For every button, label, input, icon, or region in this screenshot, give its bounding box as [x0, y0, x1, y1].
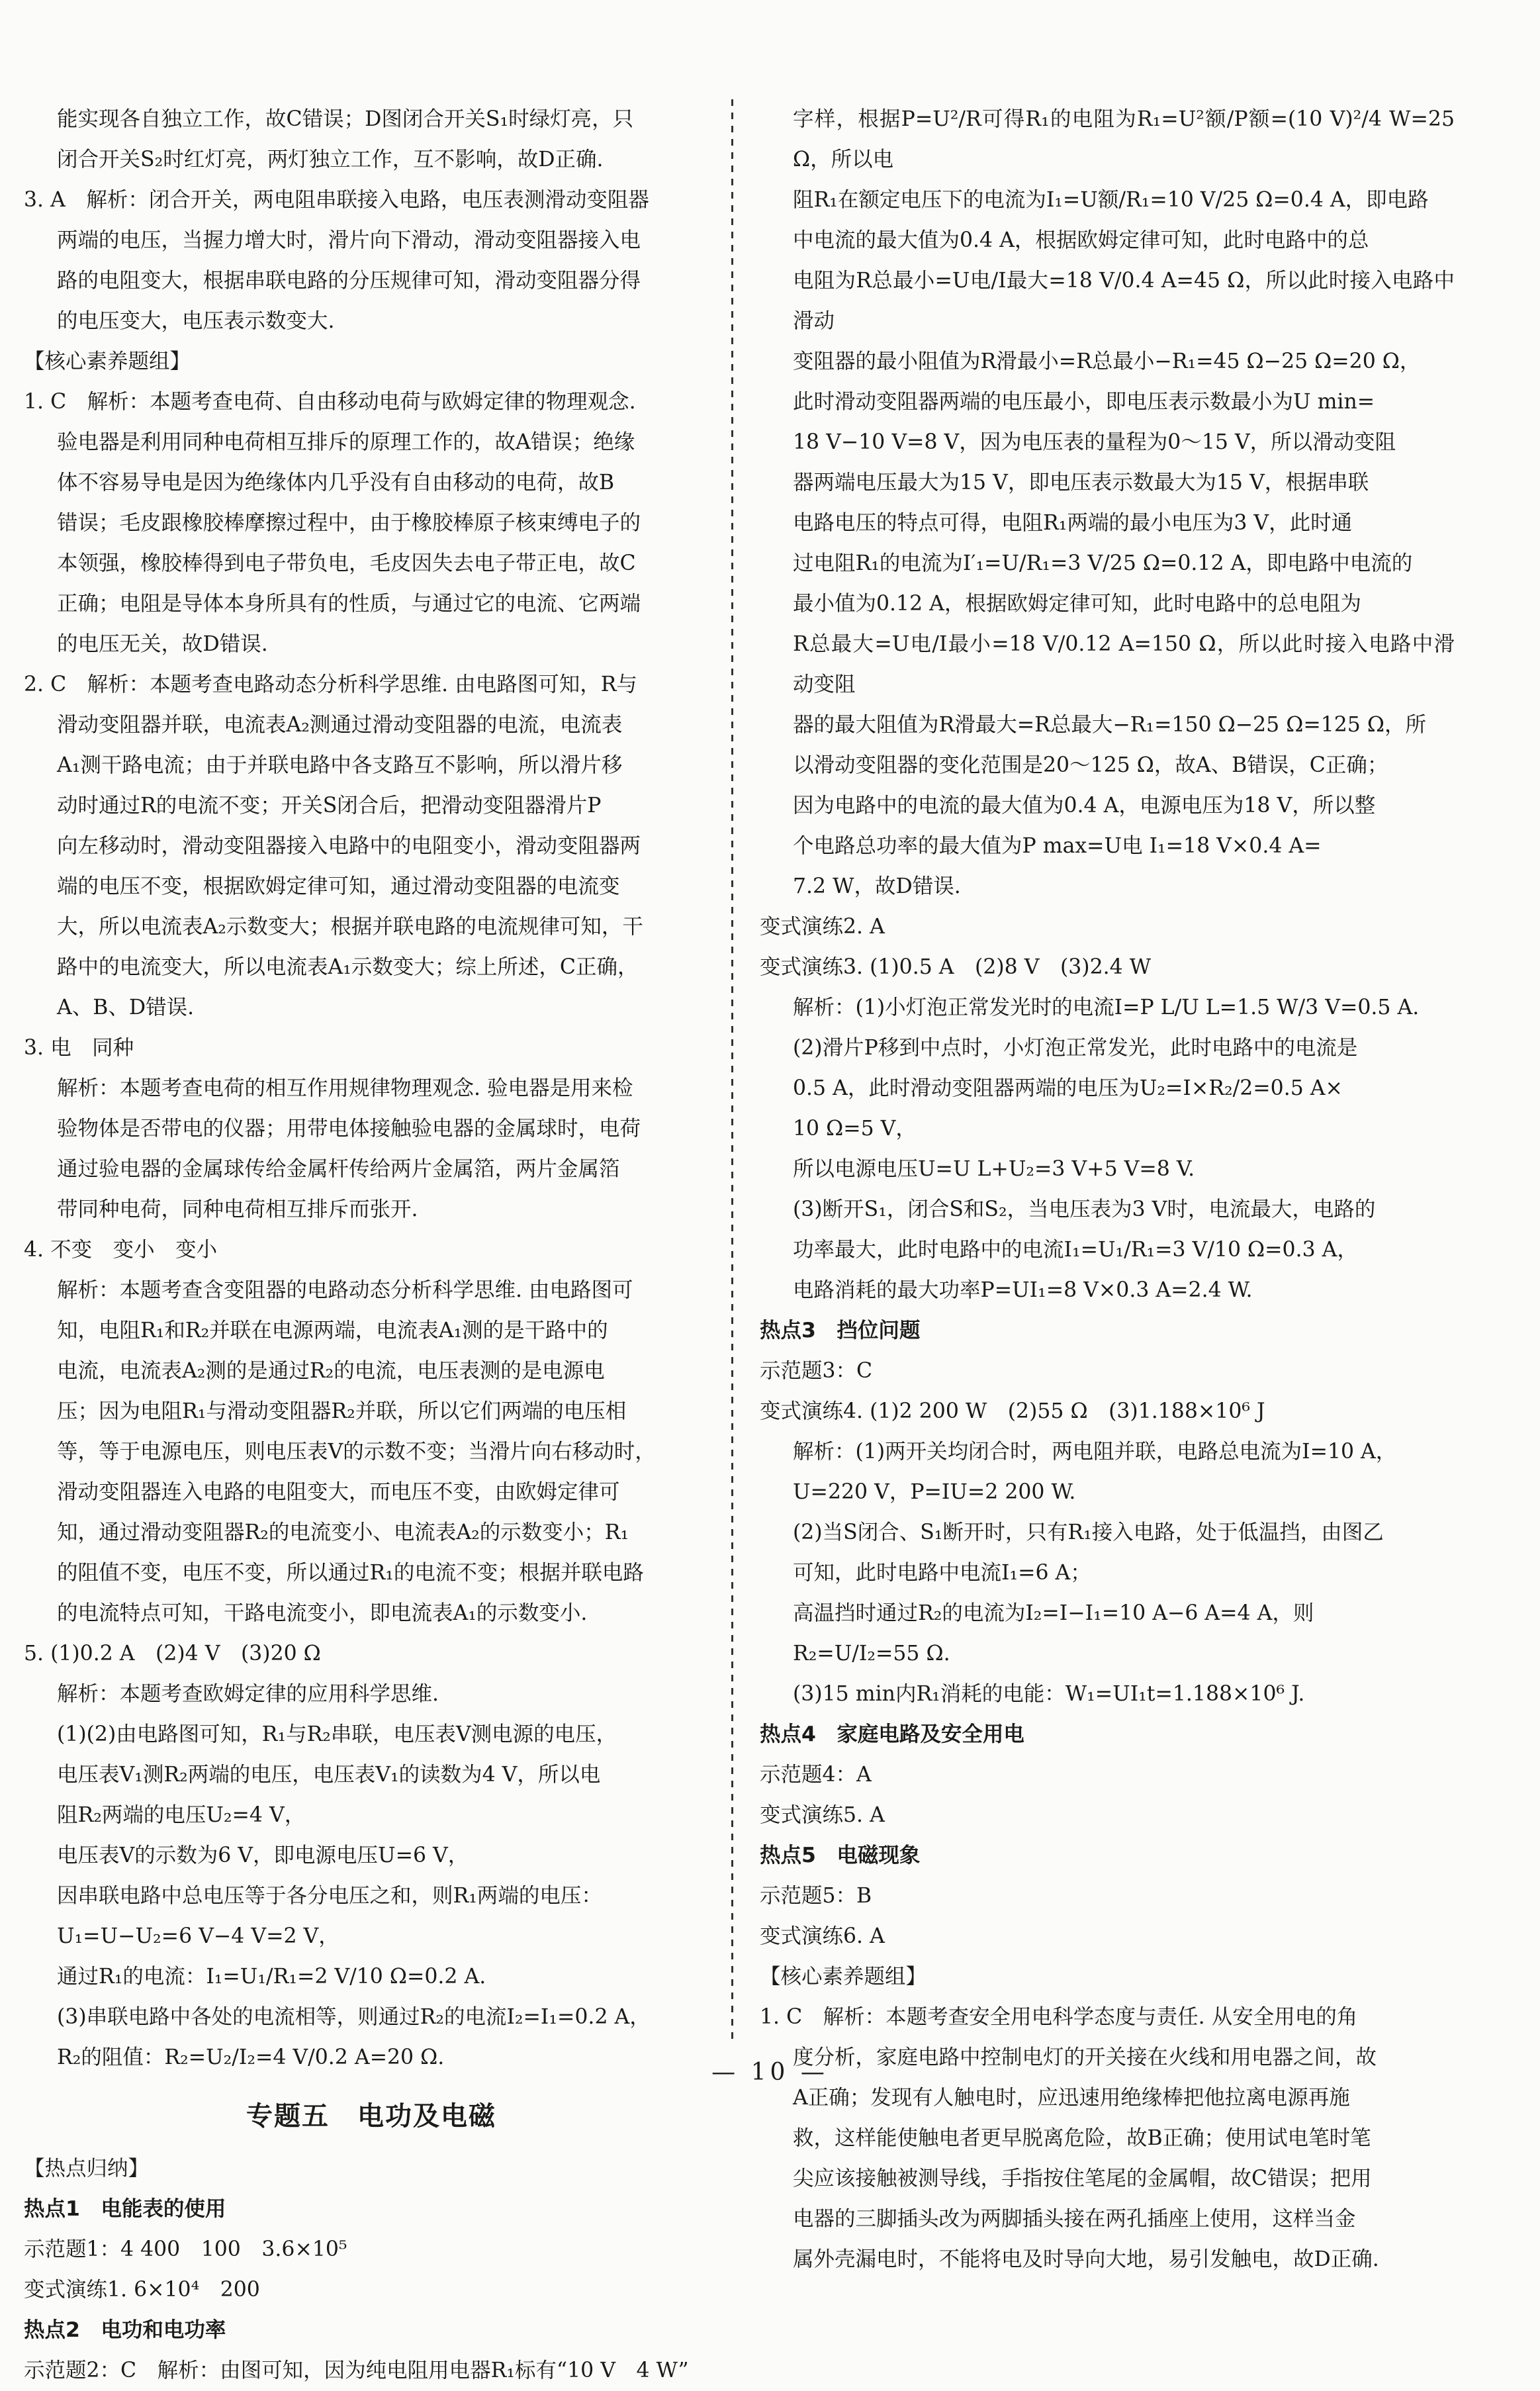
text-line: 度分析，家庭电路中控制电灯的开关接在火线和用电器之间，故: [793, 2045, 1377, 2069]
text-line: 阻R₁在额定电压下的电流为I₁=U额/R₁=10 V/25 Ω=0.4 A，即电路: [793, 188, 1429, 212]
text-line: 能实现各自独立工作，故C错误；D图闭合开关S₁时绿灯亮，只: [57, 107, 634, 131]
text-line: 路的电阻变大，根据串联电路的分压规律可知，滑动变阻器分得: [57, 269, 641, 293]
text-line: 过电阻R₁的电流为I′₁=U/R₁=3 V/25 Ω=0.12 A，即电路中电流的: [793, 551, 1413, 575]
text-line: 救，这样能使触电者更早脱离危险，故B正确；使用试电笔时笔: [793, 2126, 1371, 2150]
text-line: A、B、D错误.: [57, 996, 195, 1019]
text-line: 字样，根据P=U²/R可得R₁的电阻为R₁=U²额/P额=(10 V)²/4 W=25 Ω，所以电: [793, 107, 1455, 171]
text-line: (3)15 min内R₁消耗的电能：W₁=UI₁t=1.188×10⁶ J.: [793, 1682, 1305, 1706]
text-line: (2)滑片P移到中点时，小灯泡正常发光，此时电路中的电流是: [793, 1036, 1358, 1060]
text-line: 示范题3：C: [760, 1359, 873, 1383]
text-line: (3)断开S₁，闭合S和S₂，当电压表为3 V时，电流最大，电路的: [793, 1197, 1376, 1221]
text-line: 错误；毛皮跟橡胶棒摩擦过程中，由于橡胶棒原子核束缚电子的: [57, 511, 641, 535]
text-line: 电压表V₁测R₂两端的电压，电压表V₁的读数为4 V，所以电: [57, 1763, 601, 1787]
text-line: 知，电阻R₁和R₂并联在电源两端，电流表A₁测的是干路中的: [57, 1319, 608, 1342]
text-line: 电路电压的特点可得，电阻R₁两端的最小电压为3 V，此时通: [793, 511, 1353, 535]
text-line: 通过R₁的电流：I₁=U₁/R₁=2 V/10 Ω=0.2 A.: [57, 1965, 486, 1989]
text-line: 验物体是否带电的仪器；用带电体接触验电器的金属球时，电荷: [57, 1117, 641, 1141]
text-line: 电流，电流表A₂测的是通过R₂的电流，电压表测的是电源电: [57, 1359, 605, 1383]
text-line: 动时通过R的电流不变；开关S闭合后，把滑动变阻器滑片P: [57, 794, 602, 818]
text-line: 热点2 电功和电功率: [24, 2318, 226, 2342]
text-line: A₁测干路电流；由于并联电路中各支路互不影响，所以滑片移: [57, 753, 623, 777]
page-number: — 10 —: [711, 2059, 829, 2086]
text-line: 个电路总功率的最大值为P max=U电 I₁=18 V×0.4 A=: [793, 834, 1322, 858]
text-line: (2)当S闭合、S₁断开时，只有R₁接入电路，处于低温挡，由图乙: [793, 1521, 1384, 1544]
text-line: 5. (1)0.2 A (2)4 V (3)20 Ω: [24, 1642, 321, 1665]
text-line: 示范题1：4 400 100 3.6×10⁵: [24, 2237, 347, 2261]
text-line: 【热点归纳】: [24, 2157, 150, 2180]
left-column: [24, 99, 719, 2391]
text-line: 变式演练6. A: [760, 1924, 885, 1948]
text-line: 滑动变阻器并联，电流表A₂测通过滑动变阻器的电流，电流表: [57, 713, 623, 737]
text-line: 本领强，橡胶棒得到电子带负电，毛皮因失去电子带正电，故C: [57, 551, 636, 575]
text-line: 滑动变阻器连入电路的电阻变大，而电压不变，由欧姆定律可: [57, 1480, 620, 1504]
text-line: 示范题4：A: [760, 1763, 872, 1787]
right-column: [760, 99, 1455, 2280]
text-line: 通过验电器的金属球传给金属杆传给两片金属箔，两片金属箔: [57, 1157, 620, 1181]
text-line: 解析：(1)两开关均闭合时，两电阻并联，电路总电流为I=10 A，: [793, 1440, 1397, 1464]
text-line: 变式演练5. A: [760, 1803, 885, 1827]
text-line: 3. A 解析：闭合开关，两电阻串联接入电路，电压表测滑动变阻器: [24, 188, 649, 212]
text-line: 变式演练2. A: [760, 915, 885, 939]
text-line: 18 V−10 V=8 V，因为电压表的量程为0～15 V，所以滑动变阻: [793, 430, 1396, 454]
text-line: 两端的电压，当握力增大时，滑片向下滑动，滑动变阻器接入电: [57, 228, 641, 252]
text-line: 解析：本题考查电荷的相互作用规律物理观念. 验电器是用来检: [57, 1076, 633, 1100]
text-line: A正确；发现有人触电时，应迅速用绝缘棒把他拉离电源再施: [793, 2086, 1350, 2110]
text-line: 示范题2：C 解析：由图可知，因为纯电阻用电器R₁标有“10 V 4 W”: [24, 2359, 689, 2382]
text-line: 10 Ω=5 V，: [793, 1117, 917, 1141]
text-line: 电压表V的示数为6 V，即电源电压U=6 V，: [57, 1844, 469, 1867]
column-divider: [731, 99, 733, 2045]
text-line: 端的电压不变，根据欧姆定律可知，通过滑动变阻器的电流变: [57, 874, 620, 898]
text-line: 1. C 解析：本题考查电荷、自由移动电荷与欧姆定律的物理观念.: [24, 390, 636, 414]
text-line: 热点1 电能表的使用: [24, 2197, 226, 2221]
text-line: 变式演练1. 6×10⁴ 200: [24, 2278, 260, 2302]
text-line: 属外壳漏电时，不能将电及时导向大地，易引发触电，故D正确.: [793, 2247, 1379, 2271]
text-line: 1. C 解析：本题考查安全用电科学态度与责任. 从安全用电的角: [760, 2005, 1358, 2029]
text-line: 解析：本题考查含变阻器的电路动态分析科学思维. 由电路图可: [57, 1278, 633, 1302]
text-line: R总最大=U电/I最小=18 V/0.12 A=150 Ω，所以此时接入电路中滑动变阻: [793, 632, 1455, 696]
text-line: 3. 电 同种: [24, 1036, 134, 1060]
text-line: 【核心素养题组】: [760, 1965, 927, 1989]
text-line: 向左移动时，滑动变阻器接入电路中的电阻变小，滑动变阻器两: [57, 834, 641, 858]
text-line: 热点3 挡位问题: [760, 1319, 921, 1342]
text-line: 电路消耗的最大功率P=UI₁=8 V×0.3 A=2.4 W.: [793, 1278, 1253, 1302]
text-line: 大，所以电流表A₂示数变大；根据并联电路的电流规律可知，干: [57, 915, 643, 939]
text-line: 电器的三脚插头改为两脚插头接在两孔插座上使用，这样当金: [793, 2207, 1356, 2231]
text-line: 热点4 家庭电路及安全用电: [760, 1722, 1024, 1746]
text-line: U₁=U−U₂=6 V−4 V=2 V，: [57, 1924, 340, 1948]
text-line: 0.5 A，此时滑动变阻器两端的电压为U₂=I×R₂/2=0.5 A×: [793, 1076, 1343, 1100]
text-line: 变式演练3. (1)0.5 A (2)8 V (3)2.4 W: [760, 955, 1152, 979]
text-line: 最小值为0.12 A，根据欧姆定律可知，此时电路中的总电阻为: [793, 592, 1361, 616]
text-line: 变式演练4. (1)2 200 W (2)55 Ω (3)1.188×10⁶ J: [760, 1399, 1265, 1423]
text-line: 器两端电压最大为15 V，即电压表示数最大为15 V，根据串联: [793, 471, 1369, 494]
text-line: (1)(2)由电路图可知，R₁与R₂串联，电压表V测电源的电压，: [57, 1722, 617, 1746]
section-title: 专题五 电功及电磁: [246, 2101, 496, 2132]
text-line: 因串联电路中总电压等于各分电压之和，则R₁两端的电压：: [57, 1884, 602, 1908]
text-line: 的电压无关，故D错误.: [57, 632, 268, 656]
text-line: 带同种电荷，同种电荷相互排斥而张开.: [57, 1197, 418, 1221]
text-line: 此时滑动变阻器两端的电压最小，即电压表示数最小为U min=: [793, 390, 1375, 414]
text-line: R₂的阻值：R₂=U₂/I₂=4 V/0.2 A=20 Ω.: [57, 2045, 445, 2069]
text-line: 的阻值不变，电压不变，所以通过R₁的电流不变；根据并联电路: [57, 1561, 644, 1585]
text-line: 解析：(1)小灯泡正常发光时的电流I=P L/U L=1.5 W/3 V=0.5 A.: [793, 996, 1420, 1019]
text-line: 以滑动变阻器的变化范围是20～125 Ω，故A、B错误，C正确；: [793, 753, 1388, 777]
text-line: R₂=U/I₂=55 Ω.: [793, 1642, 950, 1665]
text-line: 高温挡时通过R₂的电流为I₂=I−I₁=10 A−6 A=4 A，则: [793, 1601, 1314, 1625]
text-line: 变阻器的最小阻值为R滑最小=R总最小−R₁=45 Ω−25 Ω=20 Ω，: [793, 350, 1421, 373]
text-line: 的电流特点可知，干路电流变小，即电流表A₁的示数变小.: [57, 1601, 588, 1625]
text-line: 阻R₂两端的电压U₂=4 V，: [57, 1803, 306, 1827]
text-line: 热点5 电磁现象: [760, 1844, 921, 1867]
text-line: 功率最大，此时电路中的电流I₁=U₁/R₁=3 V/10 Ω=0.3 A，: [793, 1238, 1358, 1262]
text-line: 2. C 解析：本题考查电路动态分析科学思维. 由电路图可知，R与: [24, 673, 637, 696]
text-line: 正确；电阻是导体本身所具有的性质，与通过它的电流、它两端: [57, 592, 641, 616]
text-line: U=220 V，P=IU=2 200 W.: [793, 1480, 1076, 1504]
text-line: 路中的电流变大，所以电流表A₁示数变大；综上所述，C正确，: [57, 955, 639, 979]
text-line: 解析：本题考查欧姆定律的应用科学思维.: [57, 1682, 439, 1706]
text-line: 7.2 W，故D错误.: [793, 874, 961, 898]
text-line: 等，等于电源电压，则电压表V的示数不变；当滑片向右移动时，: [57, 1440, 656, 1464]
text-line: 电阻为R总最小=U电/I最大=18 V/0.4 A=45 Ω，所以此时接入电路中滑动: [793, 269, 1455, 333]
text-line: 4. 不变 变小 变小: [24, 1238, 218, 1262]
text-line: 的电压变大，电压表示数变大.: [57, 309, 335, 333]
text-line: 示范题5：B: [760, 1884, 872, 1908]
text-line: (3)串联电路中各处的电流相等，则通过R₂的电流I₂=I₁=0.2 A，: [57, 2005, 651, 2029]
text-line: 压；因为电阻R₁与滑动变阻器R₂并联，所以它们两端的电压相: [57, 1399, 627, 1423]
text-line: 验电器是利用同种电荷相互排斥的原理工作的，故A错误；绝缘: [57, 430, 635, 454]
text-line: 中电流的最大值为0.4 A，根据欧姆定律可知，此时电路中的总: [793, 228, 1369, 252]
text-line: 知，通过滑动变阻器R₂的电流变小、电流表A₂的示数变小；R₁: [57, 1521, 629, 1544]
text-line: 体不容易导电是因为绝缘体内几乎没有自由移动的电荷，故B: [57, 471, 615, 494]
text-line: 因为电路中的电流的最大值为0.4 A，电源电压为18 V，所以整: [793, 794, 1376, 818]
text-line: 【核心素养题组】: [24, 350, 191, 373]
text-line: 可知，此时电路中电流I₁=6 A；: [793, 1561, 1091, 1585]
text-line: 尖应该接触被测导线，手指按住笔尾的金属帽，故C错误；把用: [793, 2167, 1372, 2190]
text-line: 所以电源电压U=U L+U₂=3 V+5 V=8 V.: [793, 1157, 1195, 1181]
text-line: 器的最大阻值为R滑最大=R总最大−R₁=150 Ω−25 Ω=125 Ω，所: [793, 713, 1426, 737]
text-line: 闭合开关S₂时红灯亮，两灯独立工作，互不影响，故D正确.: [57, 148, 604, 171]
